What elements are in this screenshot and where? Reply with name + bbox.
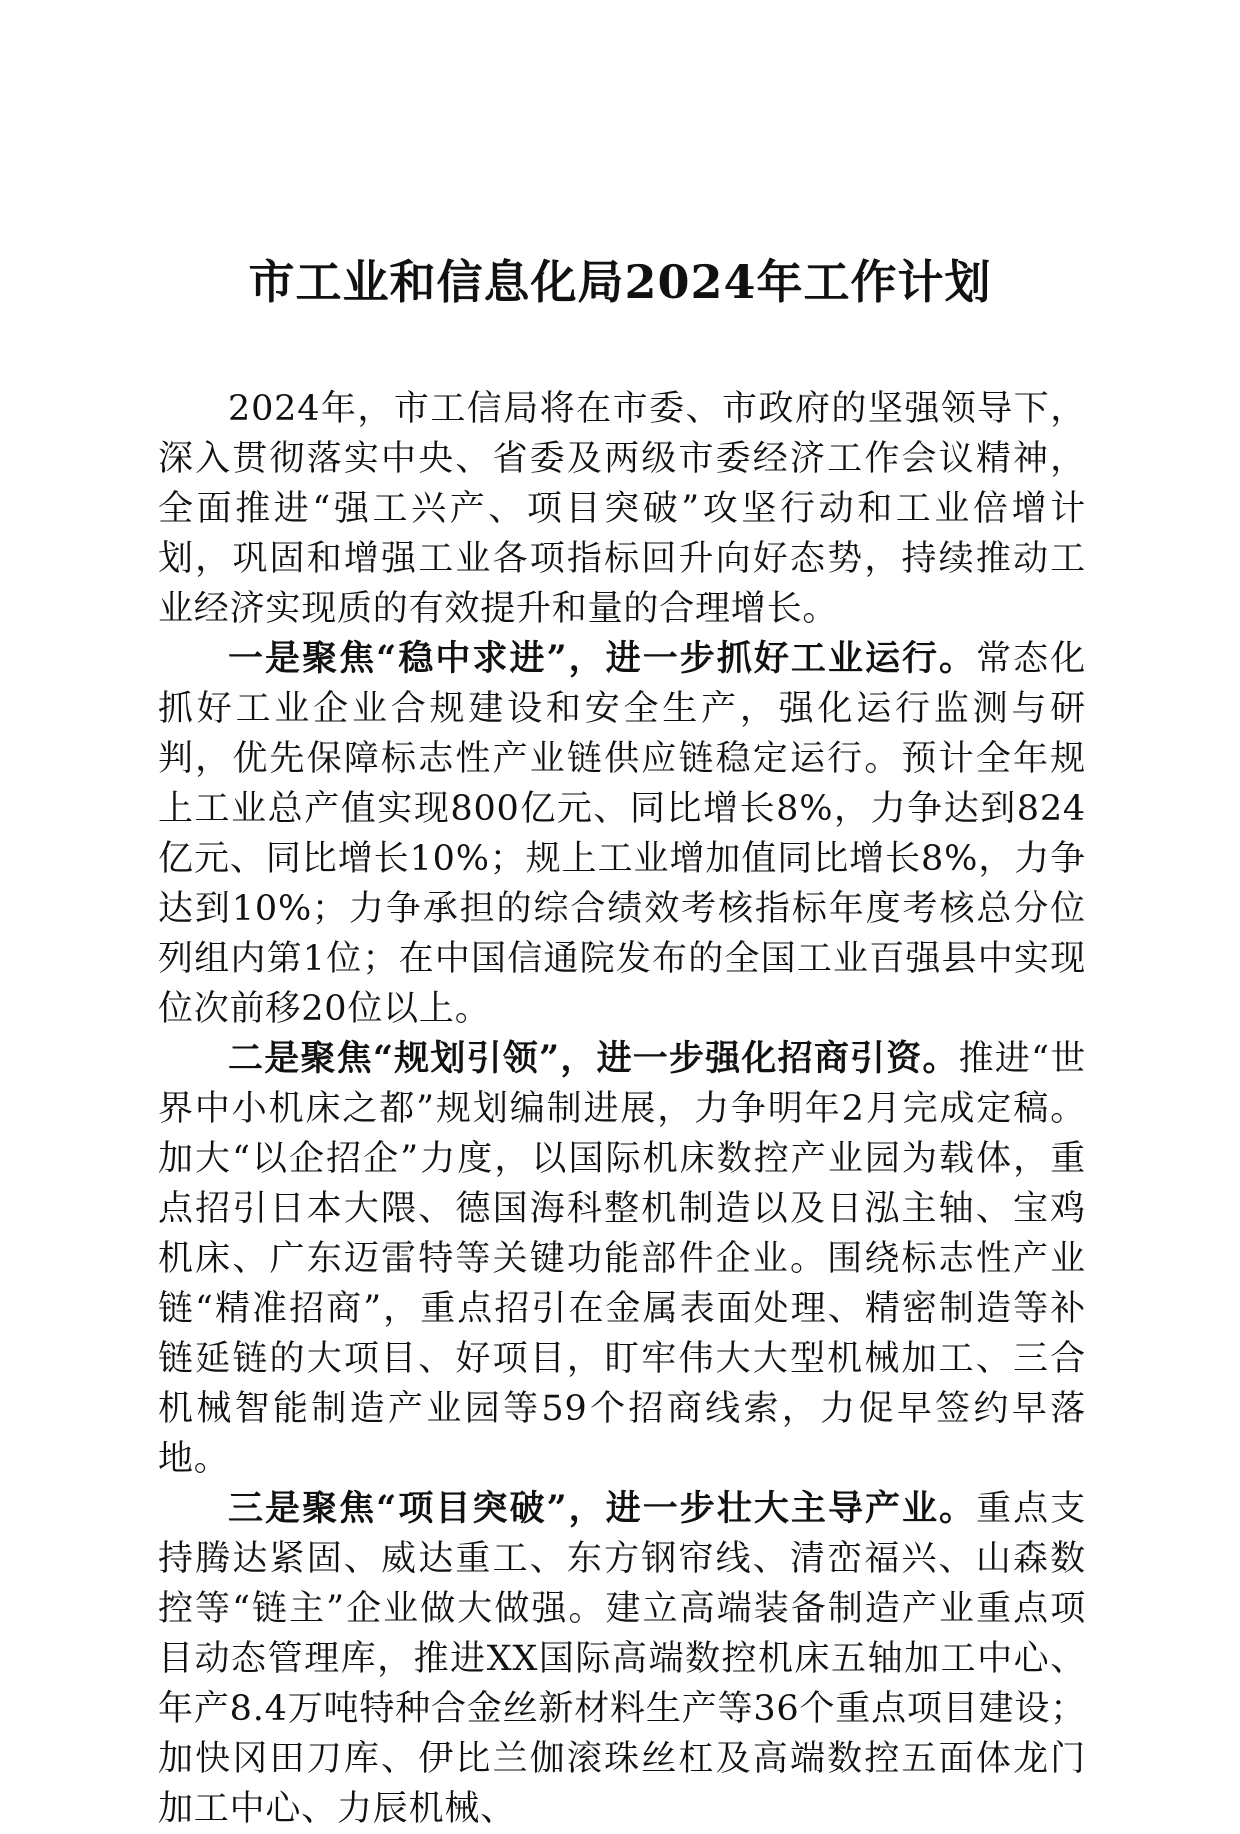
paragraph-text: 重点支持腾达紧固、威达重工、东方钢帘线、清峦福兴、山森数控等“链主”企业做大做强。建立高端装备制造产业重点项目动态管理库，推进XX国际高端数控机床五轴加工中心、年产8.4万吨特种合金丝新材料生产等36个重点项目建设；加快冈田刀库、伊比兰伽滚珠丝杠及高端数控五面体龙门加工中心、力辰机械、	[158, 1489, 1086, 1829]
paragraph-text: 常态化抓好工业企业合规建设和安全生产，强化运行监测与研判，优先保障标志性产业链供应链稳定运行。预计全年规上工业总产值实现800亿元、同比增长8%，力争达到824亿元、同比增长10%；规上工业增加值同比增长8%，力争达到10%；力争承担的综合绩效考核指标年度考核总分位列组内第1位；在中国信通院发布的全国工业百强县中实现位次前移20位以上。	[158, 639, 1086, 1029]
paragraph-lead: 三是聚焦“项目突破”，进一步壮大主导产业。	[228, 1488, 977, 1529]
paragraph-investment-attraction	[158, 1034, 1086, 1484]
document-title: 市工业和信息化局2024年工作计划	[248, 255, 992, 309]
paragraph-intro	[158, 384, 1086, 634]
paragraph-leading-industries	[158, 1484, 1086, 1834]
paragraph-industrial-operation	[158, 634, 1086, 1034]
paragraph-lead: 二是聚焦“规划引领”，进一步强化招商引资。	[228, 1038, 959, 1079]
paragraph-text: 推进“世界中小机床之都”规划编制进展，力争明年2月完成定稿。加大“以企招企”力度，以国际机床数控产业园为载体，重点招引日本大隈、德国海科整机制造以及日泓主轴、宝鸡机床、广东迈雷特等关键功能部件企业。围绕标志性产业链“精准招商”，重点招引在金属表面处理、精密制造等补链延链的大项目、好项目，盯牢伟大大型机械加工、三合机械智能制造产业园等59个招商线索，力促早签约早落地。	[158, 1039, 1086, 1479]
paragraph-text: 2024年，市工信局将在市委、市政府的坚强领导下，深入贯彻落实中央、省委及两级市委经济工作会议精神，全面推进“强工兴产、项目突破”攻坚行动和工业倍增计划，巩固和增强工业各项指标回升向好态势，持续推动工业经济实现质的有效提升和量的合理增长。	[158, 389, 1086, 629]
paragraph-lead: 一是聚焦“稳中求进”，进一步抓好工业运行。	[228, 638, 977, 679]
document-body	[158, 384, 1086, 1834]
